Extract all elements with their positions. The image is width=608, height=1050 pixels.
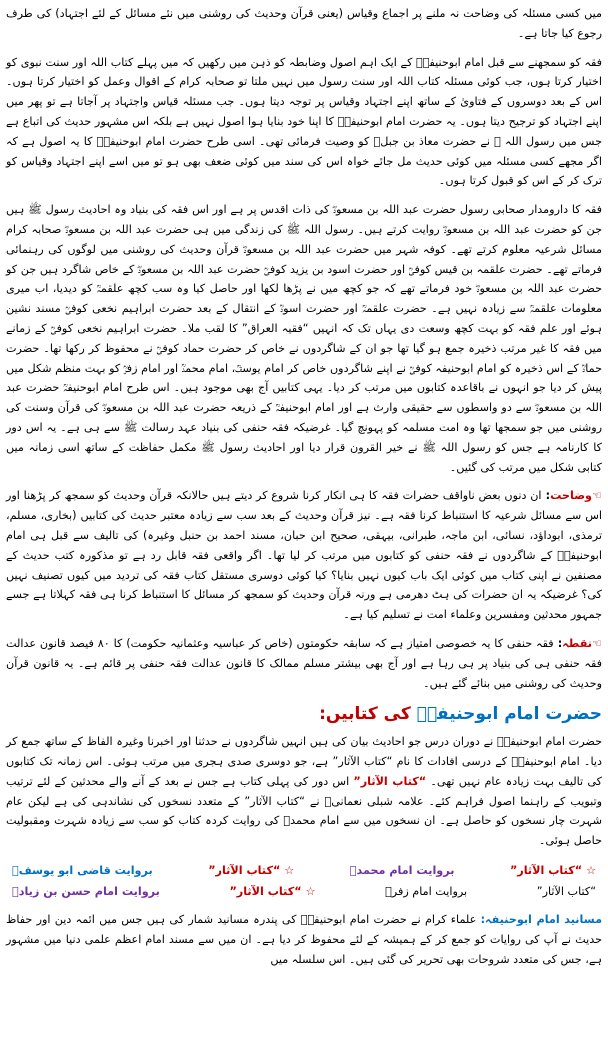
point-paragraph [6, 634, 602, 693]
paragraph-1: میں کسی مسئلہ کی وضاحت نہ ملنے پر اجماع وقیاس (یعنی قرآن وحدیث کی روشنی میں نئے مسائل کے لئے اجتہاد) کی طرف رجوع کیا جاتا ہے۔ [6, 7, 602, 40]
clarification-text: ان دنوں بعض ناواقف حضرات فقہ کا ہی انکار کرنا شروع کر دیتے ہیں حالانکہ قرآن وحدیث کو سمجھ کر پڑھنا اور اس سے مسائل شرعیہ کا استنباط کرنا فقہ ہے۔ نیز قرآن وحدیث کے بعد سب سے زیادہ معتبر حدیث کی کتابیں (بخاری، مسلم، ترمذی، ابوداؤد، نسائی، ابن ماجہ، طبرانی، بیہقی، صحیح ابن حبان، مسند احمد بن حنبل وغیرہ) کی تالیف سے قبل ہی امام ابوحنیفہؒ کے شاگردوں نے فقہ حنفی کو کتابوں میں مرتب کر لیا تھا۔ اگر واقعی فقہ قابل رد ہے تو مذکورہ کتب حدیث کے مصنفین نے اپنی کتاب میں کوئی ایک باب کیوں نہیں بنایا؟ کیا کوئی دوسری مستقل کتاب فقہ کی تردید میں کیوں تصنیف نہیں کی؟ غرضیکہ یہ ان حضرات کی ہٹ دھرمی ہے ورنہ قرآن وحدیث کو سمجھ کر مسائل کا استنباط کرنا ہی فقہ کہلاتا ہے جسے جمہور محدثین ومفسرین وعلماء امت نے تسلیم کیا ہے۔ [6, 489, 602, 622]
narration-item: بروایت امام محمدؒ [349, 864, 455, 878]
masaneed-paragraph [6, 910, 602, 969]
books-text-1: حضرت امام ابوحنیفہؒ نے دوران درس جو احادیث بیان کی ہیں انہیں شاگردوں نے حدثنا اور اخبرنا وغیرہ الفاظ کے ساتھ جمع کر دیا۔ امام ابوحنیفہؒ کے درسی افادات کا نام “کتاب الآثار” ہے، جو دوسری صدی ہجری میں مرتب ہوئی۔ اس زمانہ تک کتابوں کی تالیف بہت زیادہ عام نہیں تھی۔ [6, 735, 602, 788]
narration-item: ☆ “کتاب الآثار” [208, 864, 295, 878]
paragraph-2: فقہ کو سمجھنے سے قبل امام ابوحنیفہؒ کے ایک اہم اصول وضابطہ کو ذہن میں رکھیں کہ میں پہلے کتاب اللہ اور سنت نبوی کو اختیار کرتا ہوں، جب کوئی مسئلہ کتاب اللہ اور سنت رسول میں نہیں ملتا تو صحابہ کرام کے اقوال وعمل کو اختیار کرتا ہوں۔ اس کے بعد دوسروں کے فتاویٰ کے ساتھ اپنے اجتہاد وقیاس پر توجہ دیتا ہوں۔ جب مسئلہ قیاس واجتہاد پر آجاتا ہے تو پھر میں اپنے اجتہاد کو ترجیح دیتا ہوں۔ یہ حضرت امام ابوحنیفہؒ کا اپنا خود بنایا ہوا اصول نہیں ہے بلکہ اس مشہور حدیث کی اتباع ہے جس میں رسول اللہ ﷺ نے حضرت معاذ بن جبلؓ کو وصیت فرمائی تھی۔ اسی طرح حضرت امام ابوحنیفہؒ کا یہ اصول ہے کہ اگر مجھے کسی مسئلہ میں کوئی حدیث مل جائے خواہ اس کی سند میں کوئی ضعف بھی ہو تو میں اسے اپنے اجتہاد وقیاس کو ترک کر کے اس کو قبول کرتا ہوں۔ [6, 55, 602, 188]
point-label: ☜نقطہ: [553, 636, 602, 650]
point-text: فقہ حنفی کا یہ خصوصی امتیاز ہے کہ سابقہ حکومتوں (خاص کر عباسیہ وعثمانیہ حکومت) کا ۸۰ فیصد قانون عدالت فقہ حنفی ہی کی بنیاد پر ہی رہا ہے اور آج بھی بیشتر مسلم ممالک کا قانون عدالت فقہ حنفی پر قائم ہے۔ یہ قانون قرآن وحدیث کی روشنی میں بنائے گئے ہیں۔ [6, 636, 602, 690]
books-text-2: اس دور کی پہلی کتاب ہے جس نے بعد کے آنے والے محدثین کے لئے ترتیب وتبویب کے راہنما اصول فراہم کئے۔ علامہ شبلی نعمانیؒ نے [6, 774, 603, 808]
narrations-list [6, 860, 602, 902]
paragraph-3: فقہ کا دارومدار صحابی رسول حضرت عبد اللہ بن مسعودؓ کی ذات اقدس پر ہے اور اس فقہ کی بنیاد وہ احادیث رسول ﷺ ہیں جن کو حضرت عبد اللہ بن مسعودؓ روایت کرتے ہیں۔ رسول اللہ ﷺ کی زندگی میں ہی حضرت عبد اللہ بن مسعودؓ صحابہ کرام مسائل شرعیہ معلوم کرتے تھے۔ کوفہ شہر میں حضرت عبد اللہ بن مسعودؓ قرآن وحدیث کی روشنی میں لوگوں کی رہنمائی فرماتے تھے۔ حضرت علقمہ بن قیس کوفیؒ اور حضرت اسود بن یزید کوفیؒ حضرت عبد اللہ بن مسعودؓ کے خاص شاگرد ہیں جن کو حضرت عبد اللہ بن مسعودؓ خود فرماتے تھے کہ جو کچھ میں نے پڑھا لکھا اور حاصل کیا وہ سب کچھ علقمہؒ کو دیدیا، اب میری معلومات علقمہؒ سے زیادہ نہیں ہے۔ حضرت علقمہؒ اور حضرت اسودؒ کے انتقال کے بعد حضرت ابراہیم نخعی کوفیؒ مسند نشین ہوئے اور علم فقہ کو بہت کچھ وسعت دی یہاں تک کہ انہیں “فقیہ العراق” کا لقب ملا۔ حضرت ابراہیم نخعی کوفیؒ کے زمانے میں فقہ کا غیر مرتب ذخیرہ جمع ہو گیا تھا جو ان کے شاگردوں نے خاص کر حضرت حماد کوفیؒ نے محفوظ کر رکھا تھا۔ حضرت حمادؒ کے اس ذخیرہ کو امام ابوحنیفہ کوفیؒ نے اپنے شاگردوں خاص کر امام یوسفؒ، امام محمدؒ اور امام زفرؒ کو بہت منظم شکل میں پیش کر دیا جو انہوں نے باقاعدہ کتابوں میں مرتب کر دیا۔ یہی کتابیں آج بھی موجود ہیں۔ اس طرح امام ابوحنیفہؒ حضرت عبد اللہ بن مسعودؓ سے دو واسطوں سے حقیقی وارث ہے اور امام ابوحنیفہؒ کے ذریعہ حضرت عبد اللہ بن مسعودؓ کی قرآن وسنت کی روشنی میں جو سمجھا تھا وہ امت مسلمہ کو پہونچ گیا۔ غرضیکہ فقہ حنفی کی بنیاد عہد رسالت ﷺ سے ہی ہے۔ یہ اس دور کا کارنامہ ہے جس کو رسول اللہ ﷺ نے خیر القرون قرار دیا اور احادیث رسول ﷺ مکمل حفاظت کے ساتھ اسی زمانہ میں کتابی شکل میں مرتب کی گئیں۔ [6, 203, 602, 474]
narrations-row-2 [6, 881, 602, 902]
books-paragraph [6, 732, 602, 851]
books-heading [6, 702, 602, 726]
narration-item: ☆ “کتاب الآثار” [509, 864, 596, 878]
masaneed-label: مسانید امام ابوحنیفہ: [480, 913, 602, 927]
narration-item: ☆ “کتاب الآثار” [229, 885, 316, 899]
narration-item: بروایت امام زفرؒ [385, 885, 468, 899]
clarification-paragraph [6, 486, 602, 625]
narrations-row-1 [6, 860, 602, 881]
narration-item: “کتاب الآثار” [536, 885, 596, 899]
books-heading-suffix: کی کتابیں: [319, 704, 417, 725]
books-red-phrase: “کتاب الآثار” [353, 774, 427, 788]
narration-item: بروایت قاضی ابو یوسفؒ [12, 864, 153, 878]
clarification-label: ☜وضاحت: [541, 489, 602, 503]
masaneed-text: علماء کرام نے حضرت امام ابوحنیفہؒ کی پندرہ مسانید شمار کی ہیں جس میں ائمہ دین اور حفاظ حدیث نے آپ کی روایات کو جمع کر کے ہمیشہ کے لئے محفوظ کر دیا ہے۔ ان میں سے مسند امام اعظم علمی دنیا میں مشہور ہے، جس کی متعدد شروحات بھی تحریر کی گئی ہیں۔ اس سلسلہ میں [6, 913, 602, 966]
narration-item: بروایت امام حسن بن زیادؒ [12, 885, 160, 899]
books-text-3: “کتاب الآثار” کے متعدد نسخوں کی نشاندہی کی ہے لیکن عام شہرت چار نسخوں کو حاصل ہے۔ ان نسخوں میں سے امام محمدؒ کی روایت کردہ کتاب کو سب سے زیادہ شہرت ومقبولیت حاصل ہوئی۔ [6, 794, 602, 848]
books-heading-main: حضرت امام ابوحنیفہؒ [416, 704, 602, 725]
